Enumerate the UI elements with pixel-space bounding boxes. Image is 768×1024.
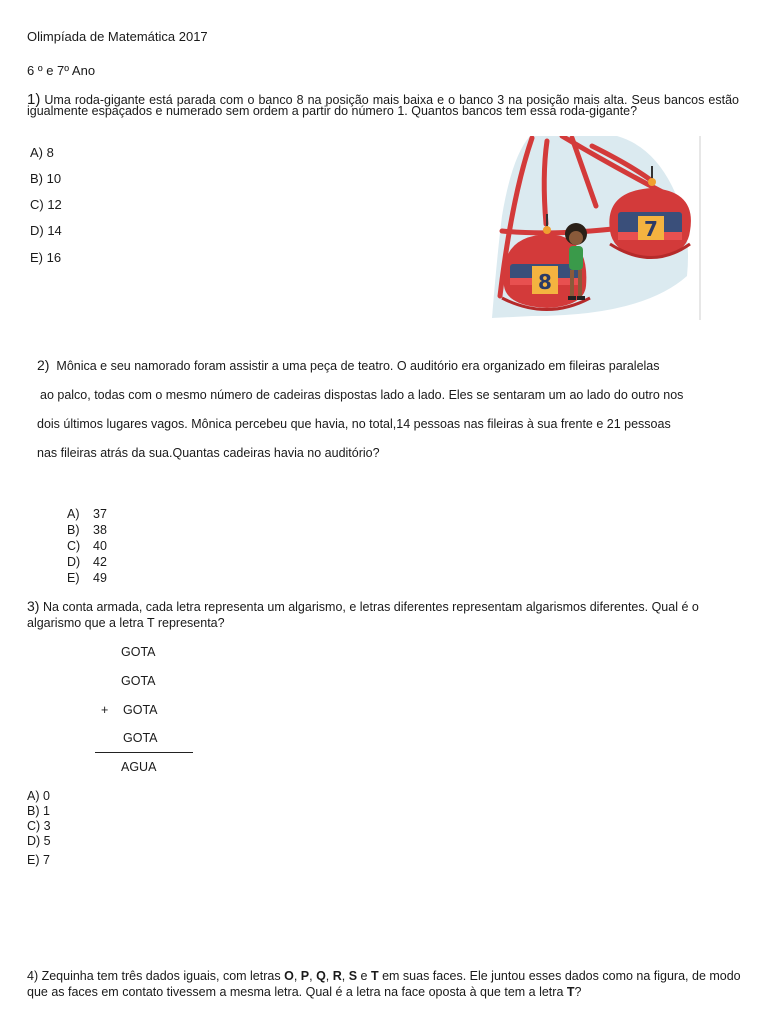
- option-a: A) 8: [30, 145, 54, 160]
- question-3: [27, 598, 747, 631]
- addend-2: GOTA: [121, 674, 156, 688]
- letter-s: S: [348, 969, 358, 983]
- letter-t: T: [370, 969, 379, 983]
- cabin-high-label: 7: [644, 217, 658, 241]
- question-3-options: [27, 789, 51, 868]
- ferris-wheel-figure: [492, 136, 702, 320]
- question-3-text: Na conta armada, cada letra representa um algarismo, e letras diferentes representam algarismos diferentes. Qual é o algarismo que a letra T representa?: [27, 600, 699, 630]
- option-c: C) 3: [27, 819, 51, 833]
- question-2-line-4: nas fileiras atrás da sua.Quantas cadeiras havia no auditório?: [37, 446, 380, 460]
- target-letter: T: [566, 985, 575, 999]
- page-title: Olimpíada de Matemática 2017: [27, 29, 208, 44]
- addend-3: GOTA: [123, 703, 158, 717]
- letter-o: O: [284, 969, 294, 983]
- option-c: C) 12: [30, 197, 62, 212]
- addend-1: GOTA: [121, 645, 156, 659]
- option-d: D) 14: [30, 223, 62, 238]
- question-1-number: 1): [27, 91, 41, 108]
- option-b: B) 1: [27, 804, 50, 818]
- letter-p: P: [300, 969, 310, 983]
- option-b: B) 10: [30, 171, 62, 186]
- question-4: 4) Zequinha tem três dados iguais, com letras O, P, Q, R, S e T em suas faces. Ele juntou esses dados como na figura, de modo que as faces em contato tivessem a mesma letra. Qual é a letra na face oposta à que tem a letra T?: [27, 969, 741, 999]
- option-e: E) 49: [67, 571, 107, 585]
- question-1-text: Uma roda-gigante está parada com o banco 8 na posição mais baixa e o banco 3 na posição mais alta. Seus bancos estão igualmente espaçados e numerado sem ordem a partir do número 1. Quantos bancos tem essa roda-gigante?: [27, 93, 739, 118]
- option-a: A) 37: [67, 507, 107, 521]
- question-1: [27, 91, 739, 118]
- option-b: B) 38: [67, 523, 107, 537]
- question-2-line-1: 2) Mônica e seu namorado foram assistir a uma peça de teatro. O auditório era organizado em fileiras paralelas: [37, 357, 660, 373]
- question-2-number: 2): [37, 357, 50, 373]
- option-d: D) 42: [67, 555, 107, 569]
- grade-label: 6 º e 7º Ano: [27, 63, 96, 78]
- question-2-line-2: ao palco, todas com o mesmo número de cadeiras dispostas lado a lado. Eles se sentaram um ao lado do outro nos: [40, 388, 684, 402]
- sum-line: [95, 752, 193, 753]
- option-c: C) 40: [67, 539, 107, 553]
- question-3-number: 3): [27, 598, 40, 614]
- plus-sign: +: [101, 703, 109, 717]
- option-e: E) 16: [30, 250, 62, 265]
- addend-4: GOTA: [123, 731, 158, 745]
- letter-r: R: [332, 969, 342, 983]
- option-e: E) 7: [27, 853, 50, 867]
- cabin-low-label: 8: [538, 270, 552, 294]
- option-a: A) 0: [27, 789, 50, 803]
- option-d: D) 5: [27, 834, 51, 848]
- sum-result: AGUA: [121, 760, 157, 774]
- question-2-options: [67, 506, 107, 586]
- question-2-line-3: dois últimos lugares vagos. Mônica percebeu que havia, no total,14 pessoas nas fileiras à sua frente e 21 pessoas: [37, 417, 671, 431]
- letter-q: Q: [316, 969, 326, 983]
